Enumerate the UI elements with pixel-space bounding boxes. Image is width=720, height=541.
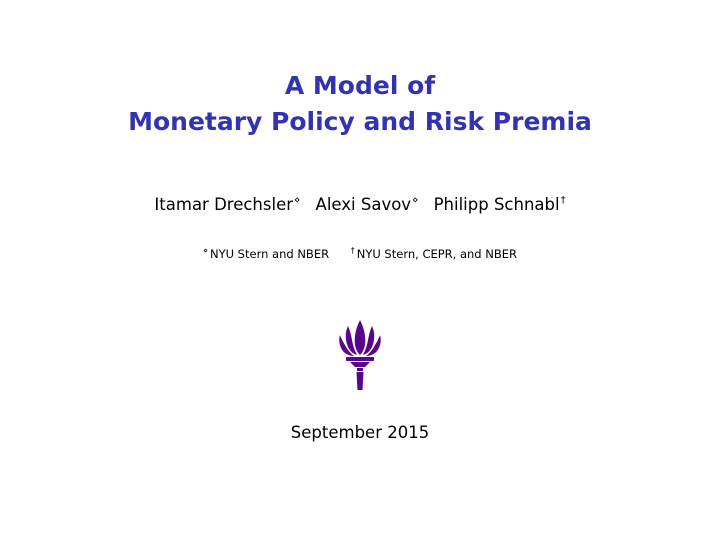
author-savov (316, 195, 419, 214)
affiliation-mark: ⋄ (412, 195, 419, 206)
author-name: Alexi Savov (315, 195, 412, 214)
slide-title (0, 68, 720, 140)
affiliation-list (0, 243, 720, 262)
title-line-2: Monetary Policy and Risk Premia (128, 107, 592, 136)
author-name: Philipp Schnabl (433, 195, 560, 214)
affiliation-mark: ⋄ (202, 246, 208, 255)
torch-handle (346, 357, 374, 390)
affiliation-mark: † (350, 246, 355, 255)
affiliation-nyu-nber (203, 247, 329, 261)
title-line-1: A Model of (284, 71, 436, 100)
affiliation-mark: ⋄ (294, 195, 301, 206)
presentation-date: September 2015 (290, 423, 430, 442)
affiliation-text: NYU Stern and NBER (209, 247, 330, 261)
author-list (0, 190, 720, 216)
affiliation-mark: † (560, 195, 566, 206)
nyu-torch-icon (337, 318, 383, 392)
author-name: Itamar Drechsler (154, 195, 294, 214)
affiliation-text: NYU Stern, CEPR, and NBER (356, 247, 518, 261)
affiliation-nyu-cepr-nber (351, 247, 517, 261)
torch-flame (339, 320, 381, 356)
author-drechsler (154, 195, 300, 214)
author-schnabl (434, 195, 566, 214)
